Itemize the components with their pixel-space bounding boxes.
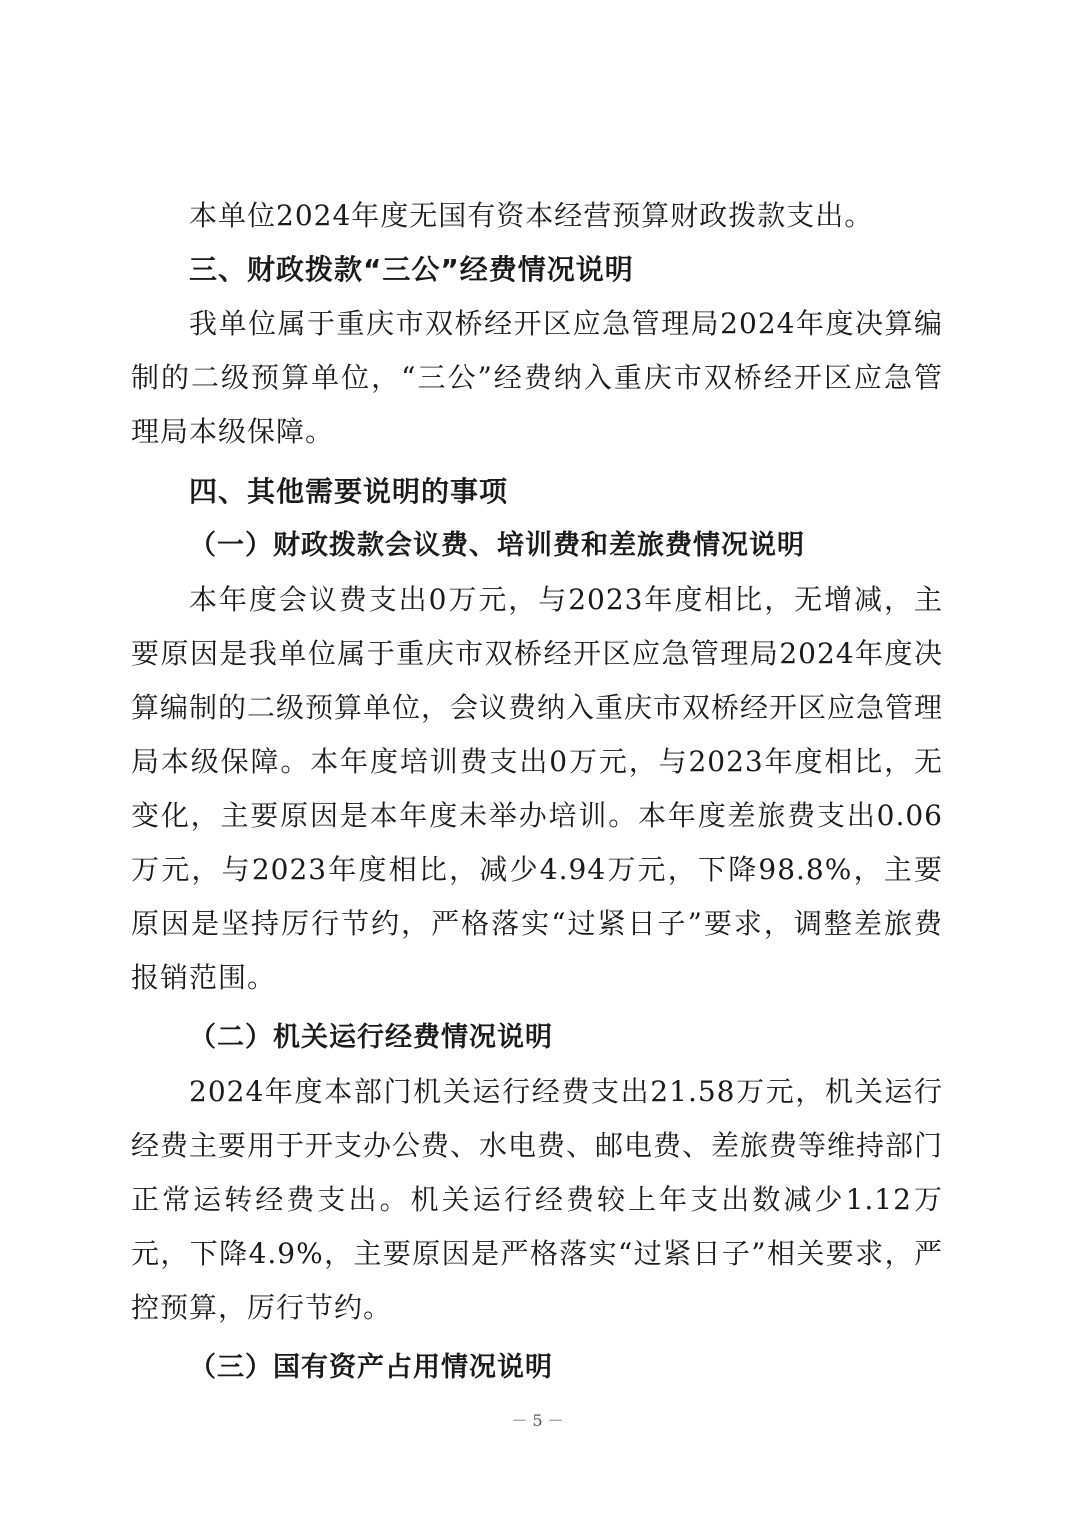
heading-other-matters: 四、其他需要说明的事项 <box>189 475 509 508</box>
paragraph-state-capital: 本单位2024年度无国有资本经营预算财政拨款支出。 <box>189 199 874 232</box>
paragraph-three-public-expenses: 我单位属于重庆市双桥经开区应急管理局2024年度决算编制的二级预算单位，“三公”经费纳入重庆市双桥经开区应急管理局本级保障。 <box>131 307 943 448</box>
paragraph-meeting-training-travel: 本年度会议费支出0万元，与2023年度相比，无增减，主要原因是我单位属于重庆市双桥经开区应急管理局2024年度决算编制的二级预算单位，会议费纳入重庆市双桥经开区应急管理局本级保障。本年度培训费支出0万元，与2023年度相比，无变化，主要原因是本年度未举办培训。本年度差旅费支出0.06万元，与2023年度相比，减少4.94万元，下降98.8%，主要原因是坚持厉行节约，严格落实“过紧日子”要求，调整差旅费报销范围。 <box>131 583 944 994</box>
heading-operating-expenses: （二）机关运行经费情况说明 <box>189 1022 553 1053</box>
document-body <box>131 189 943 1395</box>
heading-meeting-training-travel: （一）财政拨款会议费、培训费和差旅费情况说明 <box>189 530 805 561</box>
heading-state-assets: （三）国有资产占用情况说明 <box>189 1352 553 1383</box>
page-number: － 5 － <box>511 1411 564 1430</box>
heading-three-public-expenses: 三、财政拨款“三公”经费情况说明 <box>189 253 634 286</box>
paragraph-operating-expenses: 2024年度本部门机关运行经费支出21.58万元，机关运行经费主要用于开支办公费、水电费、邮电费、差旅费等维持部门正常运转经费支出。机关运行经费较上年支出数减少1.12万元，下降4.9%，主要原因是严格落实“过紧日子”相关要求，严控预算，厉行节约。 <box>131 1075 944 1324</box>
